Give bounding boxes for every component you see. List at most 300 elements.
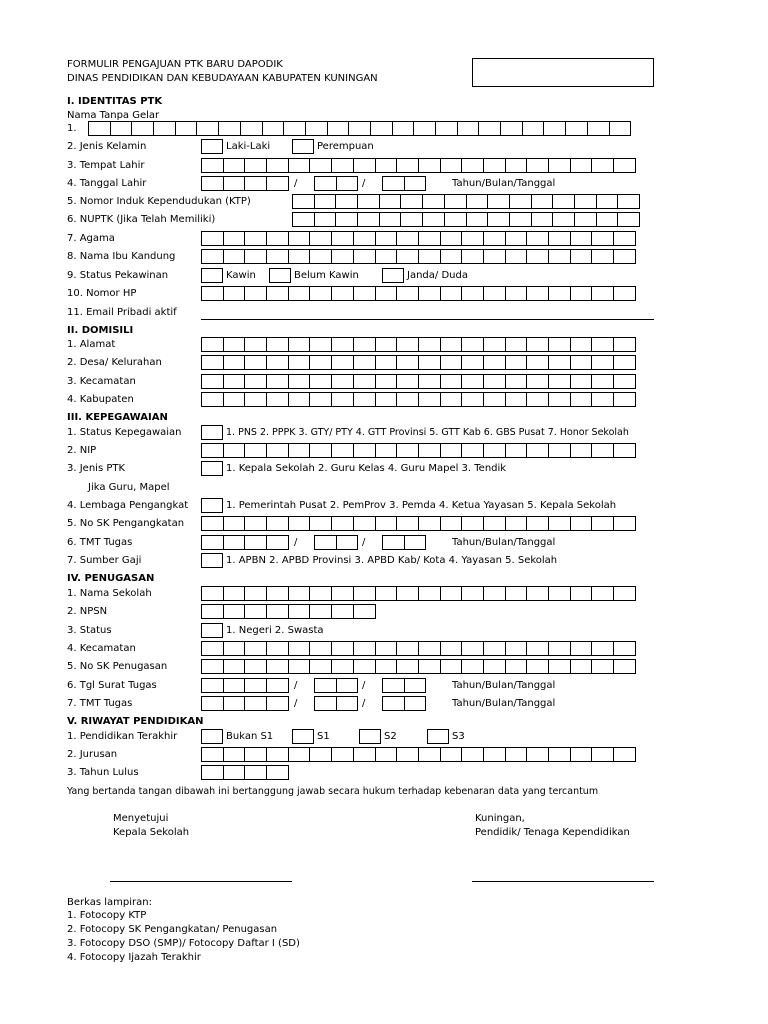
char-cell[interactable] xyxy=(404,678,427,693)
nip-field[interactable] xyxy=(201,443,635,458)
char-cell[interactable] xyxy=(223,641,246,656)
char-cell[interactable] xyxy=(418,337,441,352)
char-cell[interactable] xyxy=(201,535,224,550)
char-cell[interactable] xyxy=(505,231,528,246)
char-cell[interactable] xyxy=(201,249,224,264)
char-cell[interactable] xyxy=(266,516,289,531)
edu-s2-checkbox[interactable] xyxy=(359,729,381,744)
edu-s3-checkbox[interactable] xyxy=(427,729,449,744)
char-cell[interactable] xyxy=(288,586,311,601)
char-cell[interactable] xyxy=(461,443,484,458)
char-cell[interactable] xyxy=(435,121,458,136)
char-cell[interactable] xyxy=(201,516,224,531)
char-cell[interactable] xyxy=(613,337,636,352)
char-cell[interactable] xyxy=(244,176,267,191)
char-cell[interactable] xyxy=(613,374,636,389)
char-cell[interactable] xyxy=(457,121,480,136)
school-status-box[interactable] xyxy=(201,623,223,638)
char-cell[interactable] xyxy=(440,158,463,173)
char-cell[interactable] xyxy=(201,747,224,762)
char-cell[interactable] xyxy=(353,374,376,389)
char-cell[interactable] xyxy=(418,516,441,531)
letter-date-month-field[interactable] xyxy=(314,678,357,693)
char-cell[interactable] xyxy=(288,516,311,531)
char-cell[interactable] xyxy=(201,176,224,191)
char-cell[interactable] xyxy=(548,337,571,352)
char-cell[interactable] xyxy=(461,158,484,173)
char-cell[interactable] xyxy=(309,443,332,458)
char-cell[interactable] xyxy=(201,604,224,619)
char-cell[interactable] xyxy=(379,212,402,227)
char-cell[interactable] xyxy=(244,443,267,458)
char-cell[interactable] xyxy=(288,374,311,389)
char-cell[interactable] xyxy=(288,158,311,173)
char-cell[interactable] xyxy=(379,194,402,209)
char-cell[interactable] xyxy=(565,121,588,136)
char-cell[interactable] xyxy=(331,337,354,352)
char-cell[interactable] xyxy=(591,641,614,656)
birthdate-year-field[interactable] xyxy=(201,176,288,191)
char-cell[interactable] xyxy=(444,212,467,227)
char-cell[interactable] xyxy=(288,641,311,656)
char-cell[interactable] xyxy=(483,231,506,246)
gender-female-checkbox[interactable] xyxy=(292,139,314,154)
char-cell[interactable] xyxy=(223,231,246,246)
char-cell[interactable] xyxy=(266,337,289,352)
char-cell[interactable] xyxy=(418,158,441,173)
char-cell[interactable] xyxy=(244,747,267,762)
marital-married-checkbox[interactable] xyxy=(201,268,223,283)
char-cell[interactable] xyxy=(223,604,246,619)
char-cell[interactable] xyxy=(266,696,289,711)
marital-single-checkbox[interactable] xyxy=(269,268,291,283)
char-cell[interactable] xyxy=(466,194,489,209)
char-cell[interactable] xyxy=(591,747,614,762)
char-cell[interactable] xyxy=(382,696,405,711)
char-cell[interactable] xyxy=(331,586,354,601)
char-cell[interactable] xyxy=(288,604,311,619)
birthplace-field[interactable] xyxy=(201,158,635,173)
char-cell[interactable] xyxy=(466,212,489,227)
char-cell[interactable] xyxy=(201,158,224,173)
char-cell[interactable] xyxy=(266,286,289,301)
char-cell[interactable] xyxy=(483,747,506,762)
char-cell[interactable] xyxy=(505,659,528,674)
ptk-type-box[interactable] xyxy=(201,461,223,476)
char-cell[interactable] xyxy=(375,641,398,656)
char-cell[interactable] xyxy=(201,765,224,780)
char-cell[interactable] xyxy=(526,249,549,264)
char-cell[interactable] xyxy=(266,231,289,246)
char-cell[interactable] xyxy=(292,194,315,209)
char-cell[interactable] xyxy=(526,355,549,370)
char-cell[interactable] xyxy=(591,586,614,601)
char-cell[interactable] xyxy=(461,392,484,407)
char-cell[interactable] xyxy=(353,392,376,407)
char-cell[interactable] xyxy=(175,121,198,136)
char-cell[interactable] xyxy=(331,641,354,656)
char-cell[interactable] xyxy=(548,443,571,458)
email-field[interactable] xyxy=(201,319,654,320)
char-cell[interactable] xyxy=(331,604,354,619)
char-cell[interactable] xyxy=(196,121,219,136)
char-cell[interactable] xyxy=(201,678,224,693)
char-cell[interactable] xyxy=(309,286,332,301)
char-cell[interactable] xyxy=(418,374,441,389)
char-cell[interactable] xyxy=(613,586,636,601)
char-cell[interactable] xyxy=(483,392,506,407)
assignment-district-field[interactable] xyxy=(201,641,635,656)
char-cell[interactable] xyxy=(375,586,398,601)
char-cell[interactable] xyxy=(88,121,111,136)
char-cell[interactable] xyxy=(396,355,419,370)
char-cell[interactable] xyxy=(244,337,267,352)
char-cell[interactable] xyxy=(223,765,246,780)
assignment-sk-field[interactable] xyxy=(201,659,635,674)
char-cell[interactable] xyxy=(266,586,289,601)
assignment-tmt-year-field[interactable] xyxy=(201,696,288,711)
char-cell[interactable] xyxy=(613,392,636,407)
char-cell[interactable] xyxy=(418,231,441,246)
char-cell[interactable] xyxy=(266,443,289,458)
char-cell[interactable] xyxy=(223,678,246,693)
char-cell[interactable] xyxy=(591,158,614,173)
char-cell[interactable] xyxy=(201,696,224,711)
char-cell[interactable] xyxy=(353,355,376,370)
char-cell[interactable] xyxy=(396,641,419,656)
char-cell[interactable] xyxy=(570,337,593,352)
village-field[interactable] xyxy=(201,355,635,370)
char-cell[interactable] xyxy=(418,641,441,656)
char-cell[interactable] xyxy=(201,659,224,674)
char-cell[interactable] xyxy=(526,231,549,246)
char-cell[interactable] xyxy=(266,659,289,674)
char-cell[interactable] xyxy=(331,747,354,762)
char-cell[interactable] xyxy=(223,443,246,458)
char-cell[interactable] xyxy=(418,443,441,458)
char-cell[interactable] xyxy=(440,747,463,762)
gender-male-checkbox[interactable] xyxy=(201,139,223,154)
char-cell[interactable] xyxy=(483,286,506,301)
appointment-sk-field[interactable] xyxy=(201,516,635,531)
char-cell[interactable] xyxy=(526,443,549,458)
char-cell[interactable] xyxy=(288,747,311,762)
char-cell[interactable] xyxy=(331,659,354,674)
char-cell[interactable] xyxy=(418,659,441,674)
char-cell[interactable] xyxy=(400,194,423,209)
char-cell[interactable] xyxy=(591,443,614,458)
tmt-month-field[interactable] xyxy=(314,535,357,550)
char-cell[interactable] xyxy=(201,586,224,601)
char-cell[interactable] xyxy=(153,121,176,136)
char-cell[interactable] xyxy=(509,212,532,227)
char-cell[interactable] xyxy=(309,355,332,370)
char-cell[interactable] xyxy=(440,392,463,407)
char-cell[interactable] xyxy=(244,641,267,656)
char-cell[interactable] xyxy=(382,678,405,693)
char-cell[interactable] xyxy=(440,374,463,389)
char-cell[interactable] xyxy=(526,586,549,601)
char-cell[interactable] xyxy=(288,249,311,264)
char-cell[interactable] xyxy=(596,194,619,209)
char-cell[interactable] xyxy=(335,194,358,209)
char-cell[interactable] xyxy=(375,231,398,246)
char-cell[interactable] xyxy=(440,231,463,246)
char-cell[interactable] xyxy=(353,516,376,531)
char-cell[interactable] xyxy=(505,337,528,352)
char-cell[interactable] xyxy=(526,641,549,656)
char-cell[interactable] xyxy=(548,158,571,173)
char-cell[interactable] xyxy=(131,121,154,136)
char-cell[interactable] xyxy=(548,586,571,601)
char-cell[interactable] xyxy=(548,516,571,531)
char-cell[interactable] xyxy=(526,659,549,674)
nik-field[interactable] xyxy=(292,194,639,209)
char-cell[interactable] xyxy=(526,374,549,389)
char-cell[interactable] xyxy=(613,641,636,656)
char-cell[interactable] xyxy=(396,443,419,458)
char-cell[interactable] xyxy=(375,659,398,674)
char-cell[interactable] xyxy=(570,231,593,246)
char-cell[interactable] xyxy=(570,747,593,762)
char-cell[interactable] xyxy=(526,747,549,762)
char-cell[interactable] xyxy=(570,392,593,407)
assignment-tmt-day-field[interactable] xyxy=(382,696,425,711)
char-cell[interactable] xyxy=(309,392,332,407)
char-cell[interactable] xyxy=(461,747,484,762)
char-cell[interactable] xyxy=(382,535,405,550)
char-cell[interactable] xyxy=(223,286,246,301)
char-cell[interactable] xyxy=(309,641,332,656)
char-cell[interactable] xyxy=(505,286,528,301)
char-cell[interactable] xyxy=(440,286,463,301)
char-cell[interactable] xyxy=(353,443,376,458)
address-field[interactable] xyxy=(201,337,635,352)
char-cell[interactable] xyxy=(331,374,354,389)
char-cell[interactable] xyxy=(375,392,398,407)
char-cell[interactable] xyxy=(440,249,463,264)
char-cell[interactable] xyxy=(483,443,506,458)
char-cell[interactable] xyxy=(531,194,554,209)
char-cell[interactable] xyxy=(609,121,632,136)
char-cell[interactable] xyxy=(461,374,484,389)
char-cell[interactable] xyxy=(244,604,267,619)
char-cell[interactable] xyxy=(309,249,332,264)
char-cell[interactable] xyxy=(461,249,484,264)
char-cell[interactable] xyxy=(244,696,267,711)
char-cell[interactable] xyxy=(353,747,376,762)
char-cell[interactable] xyxy=(613,158,636,173)
tmt-year-field[interactable] xyxy=(201,535,288,550)
npsn-field[interactable] xyxy=(201,604,375,619)
char-cell[interactable] xyxy=(617,194,640,209)
letter-date-year-field[interactable] xyxy=(201,678,288,693)
char-cell[interactable] xyxy=(418,286,441,301)
char-cell[interactable] xyxy=(461,516,484,531)
char-cell[interactable] xyxy=(331,286,354,301)
char-cell[interactable] xyxy=(548,249,571,264)
char-cell[interactable] xyxy=(548,747,571,762)
char-cell[interactable] xyxy=(201,355,224,370)
char-cell[interactable] xyxy=(552,212,575,227)
char-cell[interactable] xyxy=(309,158,332,173)
char-cell[interactable] xyxy=(591,659,614,674)
regency-field[interactable] xyxy=(201,392,635,407)
char-cell[interactable] xyxy=(505,249,528,264)
char-cell[interactable] xyxy=(548,641,571,656)
char-cell[interactable] xyxy=(266,392,289,407)
educator-signature-line[interactable] xyxy=(472,881,654,882)
char-cell[interactable] xyxy=(244,374,267,389)
char-cell[interactable] xyxy=(309,586,332,601)
char-cell[interactable] xyxy=(336,176,359,191)
char-cell[interactable] xyxy=(613,443,636,458)
char-cell[interactable] xyxy=(353,231,376,246)
char-cell[interactable] xyxy=(591,392,614,407)
char-cell[interactable] xyxy=(223,249,246,264)
appointing-body-box[interactable] xyxy=(201,498,223,513)
char-cell[interactable] xyxy=(314,212,337,227)
char-cell[interactable] xyxy=(461,586,484,601)
char-cell[interactable] xyxy=(309,604,332,619)
char-cell[interactable] xyxy=(375,516,398,531)
char-cell[interactable] xyxy=(591,355,614,370)
char-cell[interactable] xyxy=(461,286,484,301)
religion-field[interactable] xyxy=(201,231,635,246)
char-cell[interactable] xyxy=(244,765,267,780)
char-cell[interactable] xyxy=(266,249,289,264)
char-cell[interactable] xyxy=(375,374,398,389)
char-cell[interactable] xyxy=(570,641,593,656)
char-cell[interactable] xyxy=(404,696,427,711)
char-cell[interactable] xyxy=(548,659,571,674)
char-cell[interactable] xyxy=(483,355,506,370)
char-cell[interactable] xyxy=(613,659,636,674)
char-cell[interactable] xyxy=(613,286,636,301)
char-cell[interactable] xyxy=(483,374,506,389)
char-cell[interactable] xyxy=(266,765,289,780)
birthdate-day-field[interactable] xyxy=(382,176,425,191)
char-cell[interactable] xyxy=(262,121,285,136)
char-cell[interactable] xyxy=(201,286,224,301)
char-cell[interactable] xyxy=(331,355,354,370)
char-cell[interactable] xyxy=(418,249,441,264)
char-cell[interactable] xyxy=(613,231,636,246)
char-cell[interactable] xyxy=(617,212,640,227)
char-cell[interactable] xyxy=(244,392,267,407)
district-field[interactable] xyxy=(201,374,635,389)
char-cell[interactable] xyxy=(353,249,376,264)
char-cell[interactable] xyxy=(375,158,398,173)
char-cell[interactable] xyxy=(587,121,610,136)
char-cell[interactable] xyxy=(201,337,224,352)
char-cell[interactable] xyxy=(375,249,398,264)
char-cell[interactable] xyxy=(244,659,267,674)
mother-name-field[interactable] xyxy=(201,249,635,264)
employment-status-box[interactable] xyxy=(201,425,223,440)
school-name-field[interactable] xyxy=(201,586,635,601)
char-cell[interactable] xyxy=(266,374,289,389)
form-number-box[interactable] xyxy=(472,58,654,87)
char-cell[interactable] xyxy=(396,249,419,264)
edu-non-s1-checkbox[interactable] xyxy=(201,729,223,744)
char-cell[interactable] xyxy=(591,516,614,531)
char-cell[interactable] xyxy=(382,176,405,191)
char-cell[interactable] xyxy=(201,392,224,407)
char-cell[interactable] xyxy=(396,516,419,531)
char-cell[interactable] xyxy=(422,212,445,227)
char-cell[interactable] xyxy=(288,337,311,352)
char-cell[interactable] xyxy=(244,586,267,601)
char-cell[interactable] xyxy=(314,176,337,191)
phone-field[interactable] xyxy=(201,286,635,301)
char-cell[interactable] xyxy=(422,194,445,209)
char-cell[interactable] xyxy=(570,659,593,674)
char-cell[interactable] xyxy=(570,286,593,301)
char-cell[interactable] xyxy=(309,231,332,246)
assignment-tmt-month-field[interactable] xyxy=(314,696,357,711)
char-cell[interactable] xyxy=(357,194,380,209)
graduation-year-field[interactable] xyxy=(201,765,288,780)
char-cell[interactable] xyxy=(509,194,532,209)
char-cell[interactable] xyxy=(483,249,506,264)
char-cell[interactable] xyxy=(288,286,311,301)
char-cell[interactable] xyxy=(413,121,436,136)
char-cell[interactable] xyxy=(526,158,549,173)
char-cell[interactable] xyxy=(461,641,484,656)
letter-date-day-field[interactable] xyxy=(382,678,425,693)
char-cell[interactable] xyxy=(331,516,354,531)
char-cell[interactable] xyxy=(201,641,224,656)
char-cell[interactable] xyxy=(548,286,571,301)
char-cell[interactable] xyxy=(309,747,332,762)
salary-source-box[interactable] xyxy=(201,553,223,568)
char-cell[interactable] xyxy=(505,586,528,601)
char-cell[interactable] xyxy=(461,659,484,674)
char-cell[interactable] xyxy=(483,158,506,173)
char-cell[interactable] xyxy=(305,121,328,136)
char-cell[interactable] xyxy=(266,641,289,656)
char-cell[interactable] xyxy=(240,121,263,136)
char-cell[interactable] xyxy=(591,249,614,264)
char-cell[interactable] xyxy=(505,641,528,656)
char-cell[interactable] xyxy=(591,337,614,352)
principal-signature-line[interactable] xyxy=(110,881,292,882)
char-cell[interactable] xyxy=(570,249,593,264)
char-cell[interactable] xyxy=(266,604,289,619)
char-cell[interactable] xyxy=(331,443,354,458)
char-cell[interactable] xyxy=(370,121,393,136)
char-cell[interactable] xyxy=(526,337,549,352)
char-cell[interactable] xyxy=(522,121,545,136)
char-cell[interactable] xyxy=(223,392,246,407)
char-cell[interactable] xyxy=(327,121,350,136)
char-cell[interactable] xyxy=(110,121,133,136)
char-cell[interactable] xyxy=(331,231,354,246)
char-cell[interactable] xyxy=(353,286,376,301)
char-cell[interactable] xyxy=(526,286,549,301)
char-cell[interactable] xyxy=(396,374,419,389)
char-cell[interactable] xyxy=(440,659,463,674)
char-cell[interactable] xyxy=(244,516,267,531)
char-cell[interactable] xyxy=(483,659,506,674)
char-cell[interactable] xyxy=(336,535,359,550)
char-cell[interactable] xyxy=(223,374,246,389)
char-cell[interactable] xyxy=(526,516,549,531)
char-cell[interactable] xyxy=(461,355,484,370)
char-cell[interactable] xyxy=(440,586,463,601)
char-cell[interactable] xyxy=(505,516,528,531)
